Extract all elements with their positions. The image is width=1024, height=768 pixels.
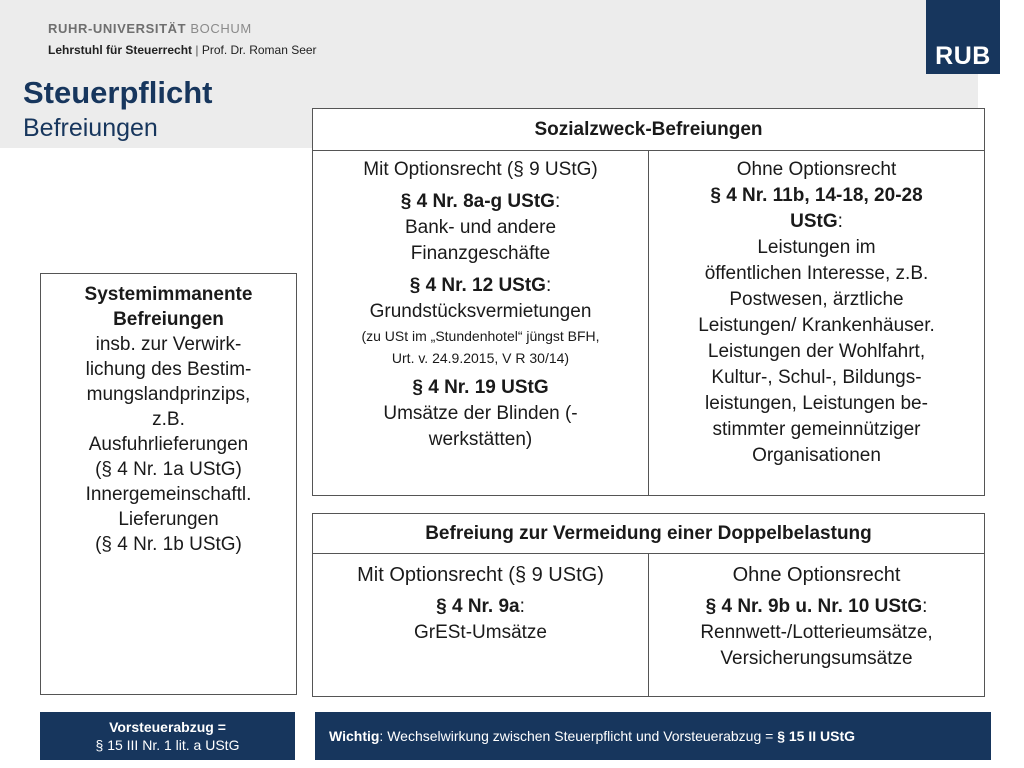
left-line-6: Innergemeinschaftl. [85,484,252,505]
doppelbelastung-header: Befreiung zur Vermeidung einer Doppelbelastung [313,514,984,554]
colon: : [922,596,928,617]
sozial-right-ref-l1: § 4 Nr. 11b, 14-18, 20-28 [710,185,923,206]
rub-logo: RUB [926,0,1000,74]
sozialzweck-box [312,108,985,496]
left-ref-1: (§ 4 Nr. 1a UStG) [95,459,242,480]
doppel-right-title: Ohne Optionsrecht [732,564,901,586]
doppel-left-l1: GrESt-Umsätze [413,622,548,643]
sozial-right-l6: Kultur-, Schul-, Bildungs- [711,367,922,388]
university-name-bold: RUHR-UNIVERSITÄT [48,21,187,36]
sozial-left-p1-l2: Finanzgeschäfte [410,243,551,264]
sozial-left-p1-ref: § 4 Nr. 8a-g UStG [400,191,555,212]
sozial-left-p3-ref: § 4 Nr. 19 UStG [412,377,549,398]
sozial-right-l4: Leistungen/ Krankenhäuser. [698,315,935,336]
wichtig-text: : Wechselwirkung zwischen Steuerpflicht und Vorsteuerabzug = [379,728,778,744]
chair-line [48,43,317,57]
doppel-right-l2: Versicherungsumsätze [720,648,913,669]
sozial-right-title: Ohne Optionsrecht [736,159,897,180]
left-heading-1: Systemimmanente [84,284,253,305]
doppel-right-l1: Rennwett-/Lotterieumsätze, [700,622,933,643]
sozial-right-l9: Organisationen [752,445,881,466]
page-subtitle: Befreiungen [23,114,158,142]
sozial-right-l1: Leistungen im [757,237,876,258]
sozial-right-l2: öffentlichen Interesse, z.B. [704,263,929,284]
left-line-5: Ausfuhrlieferungen [88,434,249,455]
university-name-city: BOCHUM [190,21,252,36]
left-line-1: insb. zur Verwirk- [95,334,242,355]
university-name [48,21,252,36]
colon: : [519,596,525,617]
sozial-right-l5: Leistungen der Wohlfahrt, [707,341,926,362]
systemimmanent-box [40,273,297,695]
left-ref-2: (§ 4 Nr. 1b UStG) [95,534,242,555]
doppel-right-ref-line [649,594,984,620]
wichtig-ref: § 15 II UStG [777,728,856,744]
sozial-right-l7: leistungen, Leistungen be- [705,393,928,414]
sozial-left-p3-l1: Umsätze der Blinden (- [383,403,578,424]
chair-name: Lehrstuhl für Steuerrecht [48,43,193,57]
wichtig-label: Wichtig [329,728,380,744]
sozial-left-p1-ref-line [313,189,648,215]
doppelbelastung-box [312,513,985,697]
doppel-right-ref: § 4 Nr. 9b u. Nr. 10 UStG [705,596,923,617]
sozial-left-p3-l2: werkstätten) [428,429,533,450]
colon: : [545,275,552,296]
wichtig-box [315,712,991,760]
doppel-left-ref-line [313,594,648,620]
sozial-right-column [648,151,984,495]
left-line-2: lichung des Bestim- [85,359,252,380]
sozialzweck-header: Sozialzweck-Befreiungen [313,109,984,151]
chair-separator: | [195,43,199,57]
doppel-right-column [648,554,984,696]
sozial-right-l3: Postwesen, ärztliche [729,289,904,310]
left-line-7: Lieferungen [118,509,219,530]
doppel-left-column [313,554,648,696]
sozial-right-ref-l2: UStG [790,211,838,232]
sozial-left-p2-ref: § 4 Nr. 12 UStG [409,275,546,296]
sozial-left-title: Mit Optionsrecht (§ 9 UStG) [363,159,598,180]
left-line-3: mungslandprinzips, [86,384,251,405]
doppel-left-ref: § 4 Nr. 9a [436,596,520,617]
sozial-left-note-l1: (zu USt im „Stundenhotel“ jüngst BFH, [361,328,600,344]
vorsteuerabzug-ref: § 15 III Nr. 1 lit. a UStG [95,737,240,753]
chair-person: Prof. Dr. Roman Seer [201,43,317,57]
sozial-left-p2-ref-line [313,273,648,299]
sozial-left-note-l2: Urt. v. 24.9.2015, V R 30/14) [391,350,570,366]
sozial-left-p2-l1: Grundstücksvermietungen [369,301,592,322]
left-heading-2: Befreiungen [113,309,224,330]
sozial-right-ref-line-2 [649,209,984,235]
vorsteuerabzug-box [40,712,295,760]
doppel-left-title: Mit Optionsrecht (§ 9 UStG) [357,564,604,586]
colon: : [837,211,843,232]
page-title: Steuerpflicht [23,75,213,110]
colon: : [554,191,561,212]
sozial-left-p1-l1: Bank- und andere [404,217,557,238]
left-line-4: z.B. [152,409,185,430]
sozial-right-l8: stimmter gemeinnütziger [712,419,921,440]
sozial-left-column [313,151,648,495]
vorsteuerabzug-label: Vorsteuerabzug = [109,719,226,735]
